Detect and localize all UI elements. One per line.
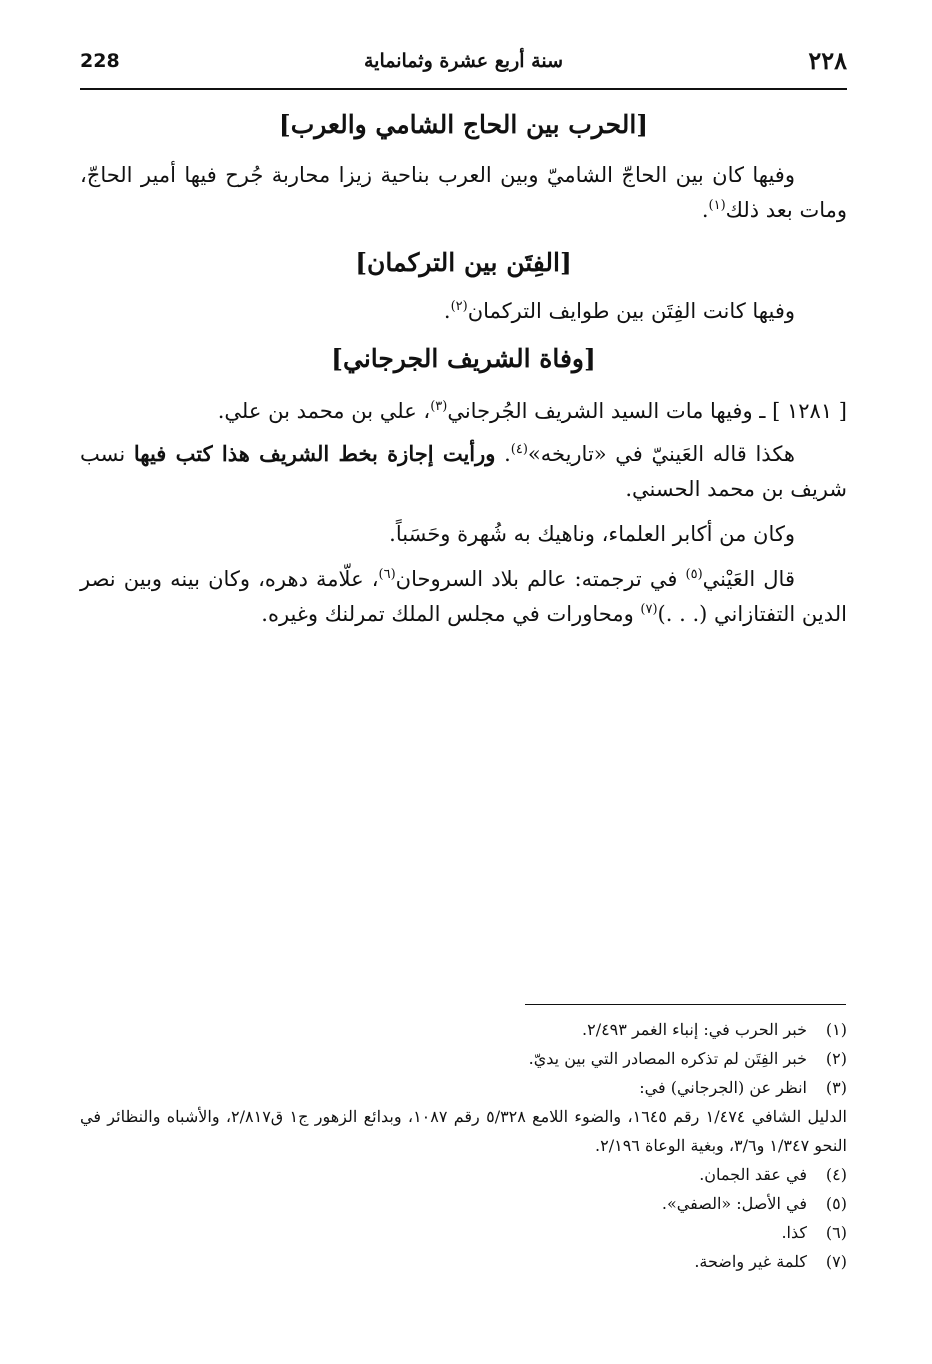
paragraph-biography	[80, 562, 847, 632]
footnote-text: في عقد الجمان.	[699, 1165, 807, 1184]
footnote-rule	[525, 1004, 846, 1005]
page-number-latin: 228	[80, 50, 120, 72]
section-heading-war: [الحرب بين الحاج الشامي والعرب]	[278, 110, 649, 139]
footnote-item	[80, 1044, 847, 1073]
footnote-item	[80, 1189, 847, 1218]
footnote-number: (٢)	[825, 1049, 847, 1068]
footnote-item	[80, 1160, 847, 1189]
footnote-item	[80, 1073, 847, 1102]
bold-phrase: ورأيت إجازة بخط الشريف هذا كتب فيها	[133, 441, 496, 466]
footnote-text: في الأصل: «الصفي».	[661, 1194, 807, 1213]
footnotes	[80, 1015, 847, 1276]
paragraph-text: في ترجمته: عالم بلاد السروحان	[395, 567, 686, 591]
paragraph-source: هكذا قاله العَينيّ في «تاريخه»$^{(٤)}$. ورأيت إجازة بخط الشريف هذا كتب فيها نسب شريف بن محمد الحسني.	[80, 441, 847, 501]
footnote-text: خبر الحرب في: إنباء الغمر ٢/٤٩٣.	[582, 1020, 807, 1039]
footnote-number: (١)	[825, 1020, 847, 1039]
footnote-text: انظر عن (الجرجاني) في:	[639, 1078, 807, 1097]
paragraph-strife: وفيها كانت الفِتَن بين طوايف التركمان$^{(٢)}$.	[443, 299, 795, 323]
section-heading-strife: [الفِتَن بين التركمان]	[355, 248, 572, 277]
footnote-text: كذا.	[781, 1223, 807, 1242]
footnote-ref: (٣)	[430, 399, 448, 414]
paragraph-scholar: وكان من أكابر العلماء، وناهيك به شُهرة وحَسَباً.	[389, 522, 795, 546]
running-title: سنة أربع عشرة وثمانماية	[363, 50, 564, 72]
paragraph-war: وفيها كان بين الحاجّ الشاميّ وبين العرب بناحية زيزا محاربة جُرح فيها أمير الحاجّ، ومات بعد ذلك$^{(١)}$.	[80, 163, 847, 222]
entry-number: [ ١٢٨١ ]	[772, 399, 847, 423]
paragraph-text: ، علّامة دهره، وكان بينه وبين نصر الدين التفتازاني (. . .)	[80, 567, 847, 626]
footnote-item	[80, 1015, 847, 1044]
footnote-number: (٦)	[825, 1223, 847, 1242]
paragraph-text: قال العَيْني	[702, 567, 795, 591]
footnote-ref: (١)	[708, 198, 726, 213]
paragraph-text: ومحاورات في مجلس الملك تمرلنك وغيره.	[261, 602, 641, 626]
paragraph-text: نسب شريف بن محمد الحسني.	[80, 442, 847, 501]
footnote-ref: (٧)	[640, 602, 658, 617]
footnote-number: (٧)	[825, 1252, 847, 1271]
footnote-number: (٤)	[825, 1165, 847, 1184]
footnote-number: (٥)	[825, 1194, 847, 1213]
header-rule	[80, 88, 847, 90]
paragraph-text: ـ وفيها مات السيد الشريف الجُرجاني	[447, 399, 766, 423]
page-number-arabic: ٢٢٨	[808, 46, 847, 75]
section-heading-death: [وفاة الشريف الجرجاني]	[331, 344, 596, 373]
footnote-item	[80, 1218, 847, 1247]
footnote-continuation: الدليل الشافي ١/٤٧٤ رقم ١٦٤٥، والضوء اللامع ٥/٣٢٨ رقم ١٠٨٧، وبدائع الزهور ج١ ق٢/٨١٧، والأشباه والنظائر في النحو ١/٣٤٧ و٣/٦، وبغية الوعاة ٢/١٩٦.	[80, 1107, 847, 1155]
footnote-ref: (٥)	[685, 567, 703, 582]
footnote-ref: (٢)	[450, 299, 468, 314]
footnote-number: (٣)	[825, 1078, 847, 1097]
footnote-ref: (٦)	[378, 567, 396, 582]
footnote-text: كلمة غير واضحة.	[694, 1252, 807, 1271]
paragraph-text: ، علي بن محمد بن علي.	[217, 399, 431, 423]
footnote-text: خبر الفِتَن لم تذكره المصادر التي بين يديّ.	[528, 1049, 807, 1068]
footnote-ref: (٤)	[510, 442, 528, 457]
paragraph-text: وفيها كان بين الحاجّ الشاميّ وبين العرب بناحية زيزا محاربة جُرح فيها أمير الحاجّ، ومات بعد ذلك	[80, 163, 847, 222]
paragraph-text: وفيها كانت الفِتَن بين طوايف التركمان	[467, 299, 795, 323]
footnote-item	[80, 1247, 847, 1276]
paragraph-text: هكذا قاله العَينيّ في «تاريخه»	[527, 442, 796, 466]
paragraph-death	[80, 394, 847, 429]
page-header	[80, 40, 847, 90]
